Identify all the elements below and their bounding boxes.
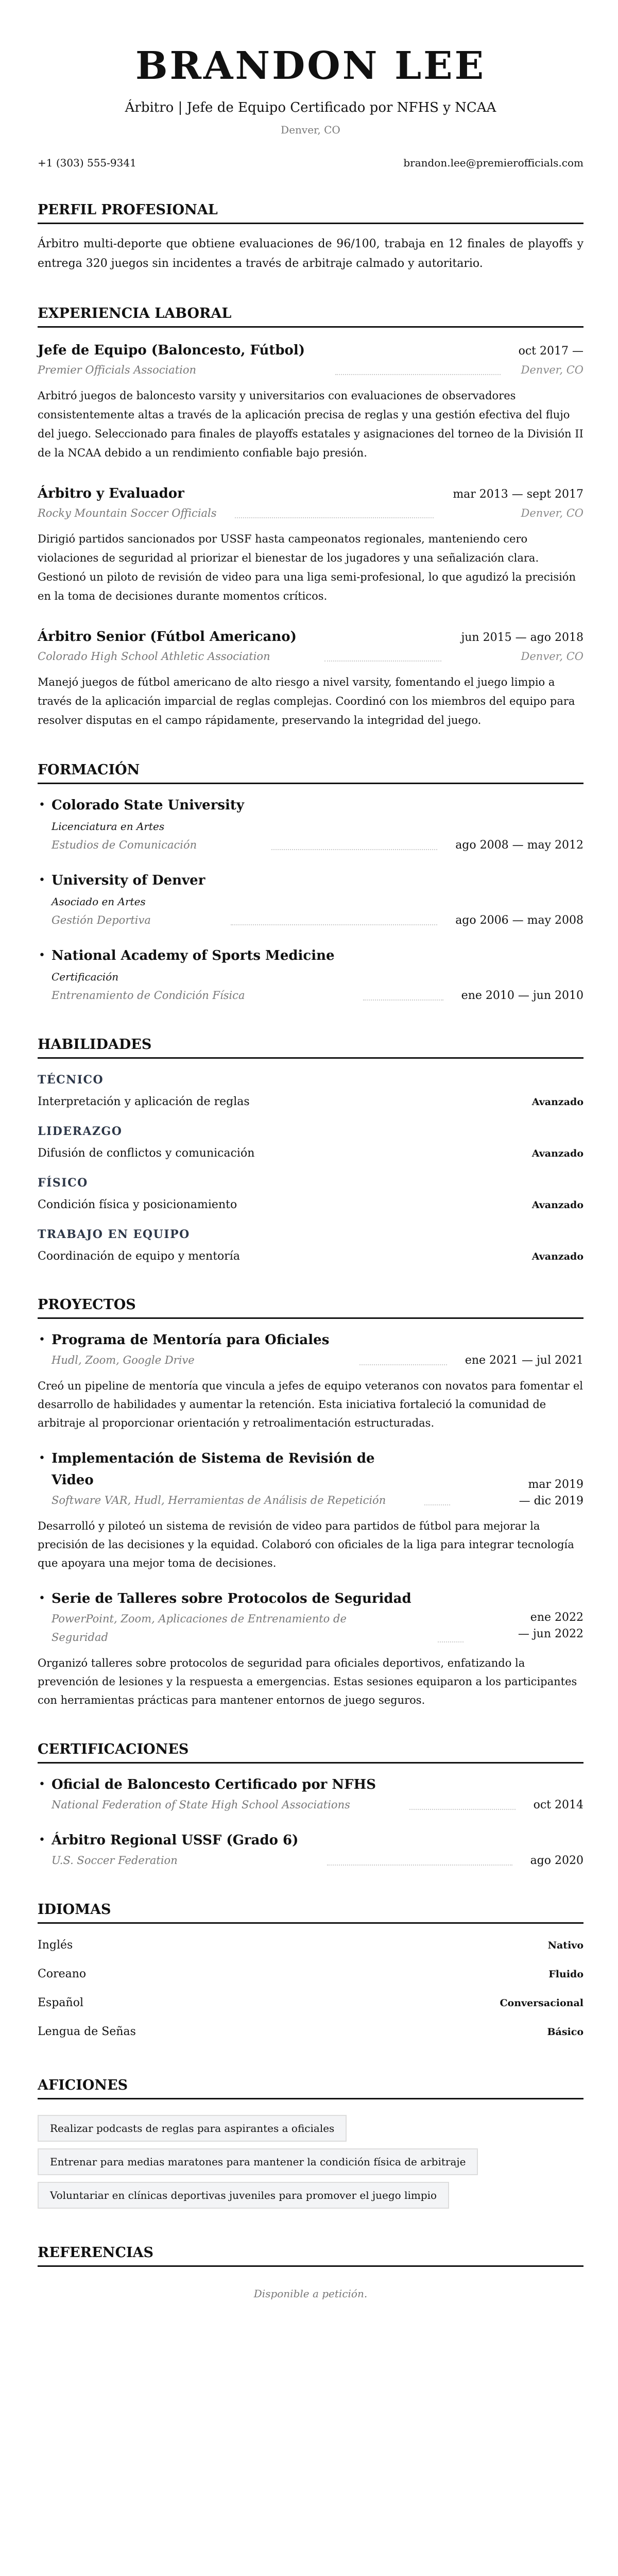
skill-name: Coordinación de equipo y mentoría (38, 1250, 240, 1263)
job-company: Premier Officials Association (38, 364, 197, 376)
dotted-leader (335, 374, 501, 375)
section-heading: REFERENCIAS (38, 2244, 583, 2267)
references-note: Disponible a petición. (253, 2287, 368, 2300)
education-entry (38, 870, 583, 929)
job-company: Rocky Mountain Soccer Officials (38, 507, 217, 519)
language-name: Coreano (38, 1968, 87, 1980)
skill-category-name: LIDERAZGO (38, 1125, 123, 1138)
project-title: Programa de Mentoría para Oficiales (52, 1332, 330, 1348)
education-entry (38, 945, 583, 1005)
dotted-leader (359, 1364, 447, 1365)
skill-category (38, 1124, 583, 1162)
section-heading: HABILIDADES (38, 1036, 583, 1059)
job-location: Denver, CO (521, 650, 583, 663)
field-of-study: Entrenamiento de Condición Física (52, 989, 245, 1002)
language-row (38, 1995, 583, 2011)
skill-category-name: TÉCNICO (38, 1073, 104, 1087)
candidate-title: Árbitro | Jefe de Equipo Certificado por NFHS y NCAA (125, 100, 496, 115)
certification-date: oct 2014 (533, 1799, 583, 1811)
language-name: Lengua de Señas (38, 2025, 136, 2038)
language-level: Básico (547, 2026, 583, 2038)
section-heading: CERTIFICACIONES (38, 1740, 583, 1764)
education-entry (38, 794, 583, 854)
education-dates: ene 2010 — jun 2010 (461, 989, 583, 1002)
section-heading: PROYECTOS (38, 1296, 583, 1319)
section-heading: AFICIONES (38, 2076, 583, 2099)
hobbies-section (38, 2076, 583, 2209)
section-heading: FORMACIÓN (38, 761, 583, 784)
job-dates: mar 2013 — sept 2017 (453, 488, 583, 501)
project-tools: Software VAR, Hudl, Herramientas de Análisis de Repetición (52, 1494, 386, 1506)
project-entry (38, 1588, 583, 1709)
language-level: Conversacional (500, 1997, 583, 2009)
job-description: Dirigió partidos sancionados por USSF hasta campeonatos regionales, manteniendo cero violaciones de seguridad al priorizar el bienestar de los jugadores y una señalización clara. Gestionó un piloto de revisión de video para una liga semi-profesional, lo que agudizó la precisión en la toma de decisiones durante momentos críticos. (38, 533, 576, 602)
job-location: Denver, CO (521, 507, 583, 519)
project-tools: Hudl, Zoom, Google Drive (52, 1354, 195, 1366)
certification-date: ago 2020 (530, 1854, 583, 1867)
project-title: Implementación de Sistema de Revisión de Video (52, 1451, 375, 1488)
profile-summary: Árbitro multi-deporte que obtiene evaluaciones de 96/100, trabaja en 12 finales de playoffs y entrega 320 juegos sin incidentes a través de arbitraje calmado y autoritario. (38, 238, 583, 270)
job-location: Denver, CO (521, 364, 583, 376)
language-name: Español (38, 1996, 83, 2009)
references-section (38, 2244, 583, 2300)
skill-category (38, 1072, 583, 1110)
bullet-icon: • (39, 799, 45, 811)
bullet-icon: • (39, 1333, 45, 1346)
degree: Licenciatura en Artes (52, 820, 165, 833)
dotted-leader (438, 1641, 464, 1642)
bullet-icon: • (39, 874, 45, 887)
bullet-icon: • (39, 1452, 45, 1465)
job-company: Colorado High School Athletic Association (38, 650, 270, 663)
hobby-chip: Realizar podcasts de reglas para aspirantes a oficiales (38, 2115, 347, 2142)
school-name: Colorado State University (52, 798, 245, 813)
skill-level: Avanzado (531, 1096, 583, 1108)
certifications-section (38, 1740, 583, 1870)
projects-section (38, 1296, 583, 1709)
bullet-icon: • (39, 1834, 45, 1846)
language-level: Fluido (548, 1969, 583, 1980)
resume-header (38, 45, 583, 170)
bullet-icon: • (39, 1592, 45, 1605)
job-entry (38, 483, 583, 606)
job-title: Árbitro Senior (Fútbol Americano) (38, 629, 297, 645)
project-dates: ene 2021 — jul 2021 (465, 1354, 583, 1367)
language-row (38, 2024, 583, 2040)
project-entry (38, 1448, 583, 1572)
phone: +1 (303) 555-9341 (38, 157, 136, 169)
job-title: Jefe de Equipo (Baloncesto, Fútbol) (38, 343, 305, 358)
dotted-leader (424, 1504, 450, 1505)
section-heading: EXPERIENCIA LABORAL (38, 304, 583, 328)
email: brandon.lee@premierofficials.com (403, 157, 583, 169)
project-title: Serie de Talleres sobre Protocolos de Seguridad (52, 1591, 411, 1606)
job-dates: jun 2015 — ago 2018 (461, 631, 583, 644)
project-dates: mar 2019 — dic 2019 (519, 1478, 583, 1507)
project-description: Desarrolló y piloteó un sistema de revisión de video para partidos de fútbol para mejorar la precisión de las decisiones y la equidad. Colaboró con oficiales de la liga para integrar tecnología que apoyara una mejor toma de decisiones. (38, 1520, 574, 1569)
field-of-study: Estudios de Comunicación (52, 839, 197, 851)
job-entry (38, 626, 583, 730)
field-of-study: Gestión Deportiva (52, 914, 151, 926)
language-row (38, 1937, 583, 1954)
bullet-icon: • (39, 1778, 45, 1791)
skill-category (38, 1175, 583, 1213)
education-dates: ago 2008 — may 2012 (455, 839, 583, 852)
section-heading: PERFIL PROFESIONAL (38, 201, 583, 224)
school-name: National Academy of Sports Medicine (52, 948, 335, 963)
dotted-leader (271, 849, 437, 850)
certification-name: Árbitro Regional USSF (Grado 6) (52, 1833, 299, 1848)
profile-section (38, 201, 583, 274)
skill-category (38, 1227, 583, 1265)
job-dates: oct 2017 — (518, 345, 583, 358)
candidate-location: Denver, CO (281, 124, 340, 136)
skill-name: Condición física y posicionamiento (38, 1198, 237, 1211)
skill-name: Difusión de conflictos y comunicación (38, 1147, 255, 1160)
certification-name: Oficial de Baloncesto Certificado por NFHS (52, 1777, 376, 1792)
certification-entry (38, 1829, 583, 1870)
hobby-chip: Entrenar para medias maratones para mantener la condición física de arbitraje (38, 2148, 478, 2175)
skills-section (38, 1036, 583, 1265)
dotted-leader (235, 517, 434, 518)
language-level: Nativo (547, 1940, 583, 1951)
project-description: Organizó talleres sobre protocolos de seguridad para oficiales deportivos, enfatizando la prevención de lesiones y la respuesta a emergencias. Estas sesiones equiparon a los participantes con herramientas prácticas para mantener entornos de juego seguros. (38, 1657, 577, 1706)
section-heading: IDIOMAS (38, 1901, 583, 1924)
degree: Asociado en Artes (52, 895, 146, 908)
contact-row (38, 156, 583, 170)
dotted-leader (409, 1809, 516, 1810)
skill-level: Avanzado (531, 1251, 583, 1262)
certification-entry (38, 1774, 583, 1814)
education-section (38, 761, 583, 1005)
skill-name: Interpretación y aplicación de reglas (38, 1095, 250, 1108)
job-entry (38, 340, 583, 463)
project-description: Creó un pipeline de mentoría que vincula a jefes de equipo veteranos con novatos para fomentar el desarrollo de habilidades y aumentar la retención. Esta iniciativa fortaleció la comunidad de arbitraje al proporcionar orientación y retroalimentación estructuradas. (38, 1380, 583, 1429)
job-description: Arbitró juegos de baloncesto varsity y universitarios con evaluaciones de observadores consistentemente altas a través de la aplicación precisa de reglas y una gestión efectiva del flujo del juego. Seleccionado para finales de playoffs estatales y asignaciones del torneo de la División II de la NCAA debido a un rendimiento confiable bajo presión. (38, 389, 583, 459)
skill-category-name: FÍSICO (38, 1176, 88, 1190)
bullet-icon: • (39, 949, 45, 962)
experience-section (38, 304, 583, 730)
dotted-leader (324, 660, 441, 662)
dotted-leader (231, 924, 437, 925)
skill-category-name: TRABAJO EN EQUIPO (38, 1228, 190, 1241)
dotted-leader (363, 999, 443, 1001)
language-row (38, 1966, 583, 1982)
project-entry (38, 1329, 583, 1432)
certification-issuer: National Federation of State High School Associations (52, 1799, 350, 1811)
project-tools: PowerPoint, Zoom, Aplicaciones de Entrenamiento de Seguridad (52, 1613, 347, 1643)
project-dates: ene 2022 — jun 2022 (518, 1611, 583, 1640)
hobby-chip: Voluntariar en clínicas deportivas juveniles para promover el juego limpio (38, 2182, 449, 2209)
degree: Certificación (52, 971, 119, 983)
dotted-leader (327, 1865, 512, 1866)
skill-level: Avanzado (531, 1148, 583, 1159)
school-name: University of Denver (52, 873, 205, 888)
certification-issuer: U.S. Soccer Federation (52, 1854, 178, 1867)
language-name: Inglés (38, 1939, 73, 1952)
education-dates: ago 2006 — may 2008 (455, 914, 583, 927)
skill-level: Avanzado (531, 1199, 583, 1211)
job-description: Manejó juegos de fútbol americano de alto riesgo a nivel varsity, fomentando el juego limpio a través de la aplicación imparcial de reglas complejas. Coordinó con los miembros del equipo para resolver disputas en el campo rápidamente, preservando la integridad del juego. (38, 676, 575, 726)
candidate-name: BRANDON LEE (135, 44, 486, 88)
languages-section (38, 1901, 583, 2040)
hobby-list (38, 2115, 583, 2209)
job-title: Árbitro y Evaluador (38, 486, 184, 501)
